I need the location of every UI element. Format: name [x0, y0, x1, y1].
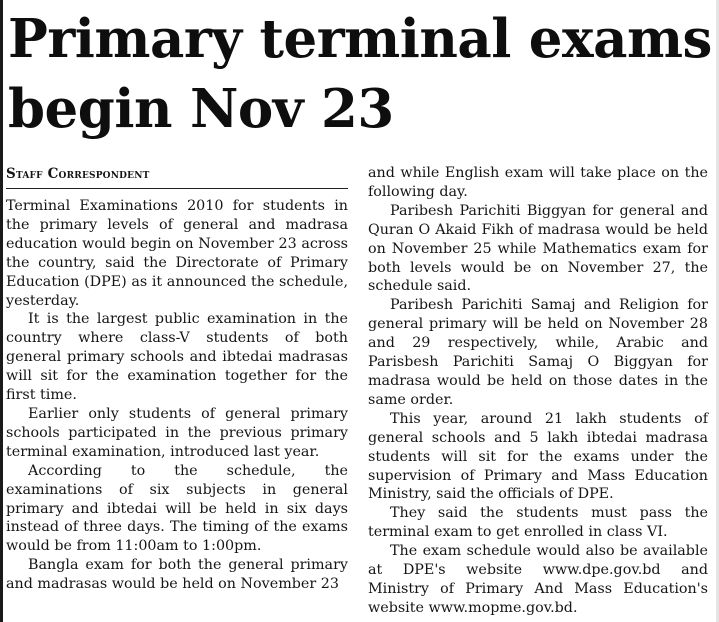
- paragraph: Earlier only students of general primary schools participated in the previous primary terminal examination, introduced last year.: [6, 405, 348, 460]
- article-column-left: [6, 164, 348, 594]
- paragraph: Paribesh Parichiti Biggyan for general and Quran O Akaid Fikh of madrasa would be held on November 25 while Mathematics exam for both levels would be on November 27, the schedule said.: [368, 202, 708, 295]
- paragraph: The exam schedule would also be available at DPE's website www.dpe.gov.bd and Ministry of Primary And Mass Education's website www.mopme.gov.bd.: [368, 543, 708, 616]
- article-headline: Primary terminal exams begin Nov 23: [8, 8, 712, 140]
- paragraph: Bangla exam for both the general primary and madrasas would be held on November 23: [6, 557, 348, 593]
- paragraph: This year, around 21 lakh students of general schools and 5 lakh ibtedai madrasa students will sit for the exams under the supervision of Primary and Mass Education Ministry, said the officials of DPE.: [368, 410, 708, 503]
- article-column-right: [368, 164, 708, 618]
- article-byline: Staff Correspondent: [6, 164, 348, 189]
- paragraph: and while English exam will take place on the following day.: [368, 165, 708, 200]
- paragraph: They said the students must pass the terminal exam to get enrolled in class VI.: [368, 505, 708, 541]
- paragraph: According to the schedule, the examinations of six subjects in general primary and ibtedai will be held in six days instead of three days. The timing of the exams would be from 11:00am to 1:00pm.: [6, 462, 348, 555]
- paragraph: Paribesh Parichiti Samaj and Religion for general primary will be held on November 28 and 29 respectively, while, Arabic and Parisbesh Parichiti Samaj O Biggyan for madrasa would be held on those dates in the same order.: [368, 297, 708, 408]
- paragraph: It is the largest public examination in the country where class-V students of both general primary schools and ibtedai madrasas will sit for the examination together for the first time.: [6, 311, 348, 404]
- paragraph: Terminal Examinations 2010 for students in the primary levels of general and madrasa education would begin on November 23 across the country, said the Directorate of Primary Education (DPE) as it announced the schedule, yesterday.: [6, 198, 348, 309]
- left-column-rule: [0, 0, 3, 622]
